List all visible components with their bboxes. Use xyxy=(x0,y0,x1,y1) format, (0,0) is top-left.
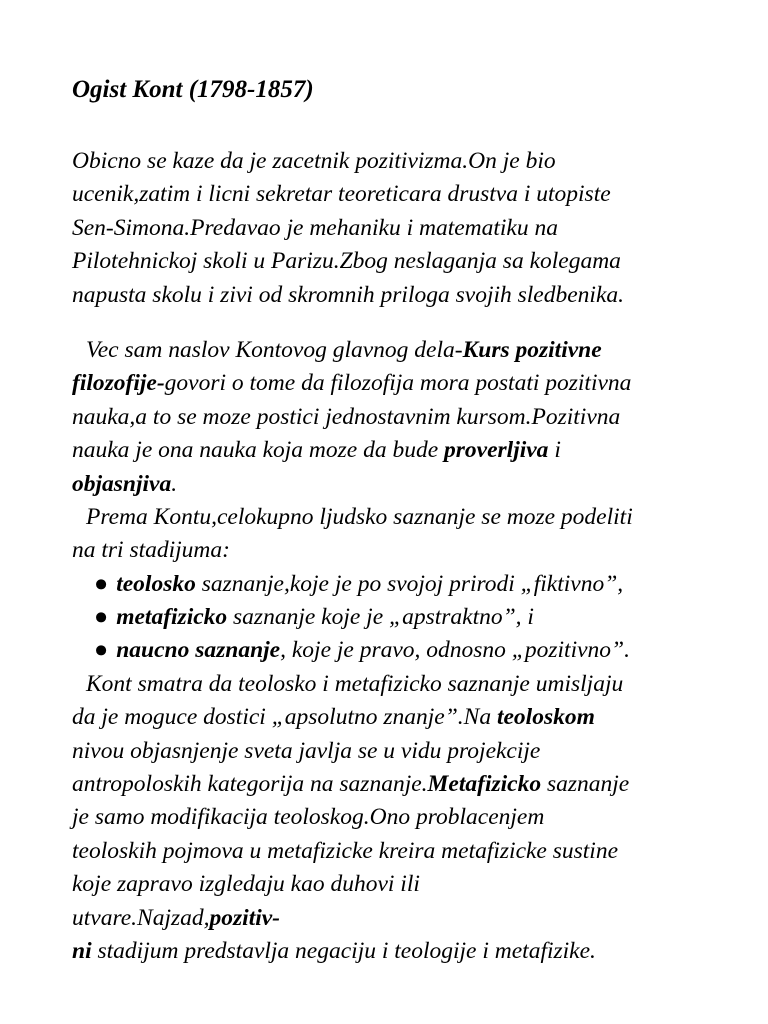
text-line xyxy=(72,434,762,467)
text-run: Vec sam naslov Kontovog glavnog dela- xyxy=(86,336,463,363)
text-line xyxy=(72,701,762,734)
text-line xyxy=(72,334,762,367)
text-line xyxy=(72,902,762,935)
text-run: i xyxy=(548,437,561,464)
paragraph-stages xyxy=(72,501,762,568)
bold-text: pozitiv- xyxy=(209,904,281,931)
paragraph-course xyxy=(72,334,762,501)
bold-text: Kurs pozitivne xyxy=(462,336,602,363)
text-line: Pilotehnickoj skoli u Parizu.Zbog neslaganja sa kolegama xyxy=(72,248,621,275)
list-item xyxy=(72,601,762,634)
paragraph-critique xyxy=(72,668,762,969)
text-run: govori o tome da filozofija mora postati pozitivna xyxy=(164,370,632,397)
bold-text: teolosko xyxy=(116,570,196,597)
bold-text: metafizicko xyxy=(116,604,228,631)
text-line: nivou objasnjenje sveta javlja se u vidu projekcije xyxy=(72,737,541,764)
text-run: antropoloskih kategorija na saznanje. xyxy=(72,771,428,798)
text-line: nauka,a to se moze postici jednostavnim kursom.Pozitivna xyxy=(72,403,621,430)
bold-text: naucno saznanje xyxy=(116,637,281,664)
bullet-icon: ● xyxy=(94,637,109,664)
text-line xyxy=(72,768,762,801)
text-run: stadijum predstavlja negaciju i teologije i metafizike. xyxy=(91,937,596,964)
paragraph-gap xyxy=(72,312,762,334)
list-item xyxy=(72,634,762,667)
text-run: , koje je pravo, odnosno „pozitivno”. xyxy=(280,637,630,664)
text-run: saznanje koje je „apstraktno”, i xyxy=(227,604,534,631)
document-body xyxy=(72,145,762,968)
text-run: nauka je ona nauka koja moze da bude xyxy=(72,437,445,464)
text-run: . xyxy=(171,470,178,497)
text-line: Sen-Simona.Predavao je mehaniku i matematiku na xyxy=(72,214,558,241)
text-line xyxy=(72,468,762,501)
text-line: napusta skolu i zivi od skromnih priloga svojih sledbenika. xyxy=(72,281,624,308)
text-line: Obicno se kaze da je zacetnik pozitivizma.On je bio xyxy=(72,148,556,174)
text-line: ucenik,zatim i licni sekretar teoreticara drustva i utopiste xyxy=(72,181,611,208)
bullet-icon: ● xyxy=(94,570,109,597)
bold-text: objasnjiva xyxy=(72,470,172,497)
text-line: na tri stadijuma: xyxy=(72,537,230,564)
text-line xyxy=(72,367,762,400)
document-title: Ogist Kont (1798-1857) xyxy=(72,76,314,103)
bold-text: filozofije- xyxy=(72,370,165,397)
bold-text: Metafizicko xyxy=(427,771,542,798)
text-run: da je moguce dostici „apsolutno znanje”.Na xyxy=(72,704,497,731)
text-line: Kont smatra da teolosko i metafizicko saznanje umisljaju xyxy=(86,670,624,697)
bold-text: proverljiva xyxy=(444,437,549,464)
bold-text: teoloskom xyxy=(496,704,595,731)
list-item xyxy=(72,568,762,601)
bullet-icon: ● xyxy=(94,604,109,631)
text-line: koje zapravo izgledaju kao duhovi ili xyxy=(72,871,420,898)
text-run: utvare.Najzad, xyxy=(72,904,210,931)
text-line: teoloskih pojmova u metafizicke kreira metafizicke sustine xyxy=(72,837,619,864)
text-line: je samo modifikacija teoloskog.Ono problacenjem xyxy=(72,804,545,831)
text-line: Prema Kontu,celokupno ljudsko saznanje se moze podeliti xyxy=(86,503,633,530)
text-line xyxy=(72,935,762,968)
text-run: saznanje xyxy=(541,771,630,798)
bold-text: ni xyxy=(72,937,92,964)
text-run: saznanje,koje je po svojoj prirodi „fiktivno”, xyxy=(195,570,624,597)
paragraph-intro xyxy=(72,145,762,312)
stages-list xyxy=(72,568,762,668)
